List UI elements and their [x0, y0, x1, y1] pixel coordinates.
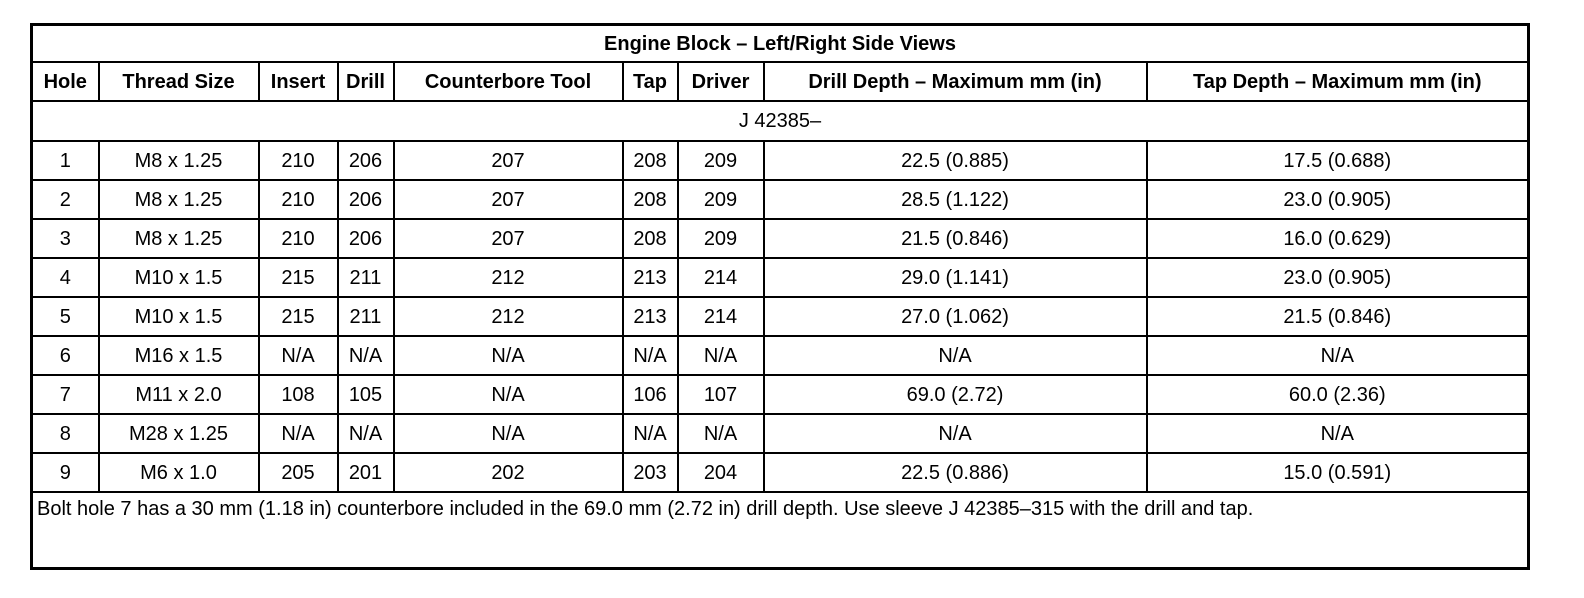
cell-driver: N/A [678, 336, 764, 375]
cell-driver: 107 [678, 375, 764, 414]
cell-tap: N/A [623, 414, 678, 453]
table-row [32, 414, 1529, 453]
cell-tap-depth: 23.0 (0.905) [1147, 258, 1529, 297]
cell-drill: 211 [338, 297, 394, 336]
note-row [32, 492, 1529, 569]
cell-drill-depth: 21.5 (0.846) [764, 219, 1147, 258]
cell-drill: N/A [338, 414, 394, 453]
table-body [32, 141, 1529, 492]
cell-hole: 2 [32, 180, 99, 219]
table-row [32, 258, 1529, 297]
cell-counterbore-tool: N/A [394, 375, 623, 414]
cell-tap: 208 [623, 141, 678, 180]
cell-counterbore-tool: 207 [394, 141, 623, 180]
column-header-drill-depth: Drill Depth – Maximum mm (in) [764, 62, 1147, 101]
cell-tap-depth: 23.0 (0.905) [1147, 180, 1529, 219]
column-header-driver: Driver [678, 62, 764, 101]
cell-driver: N/A [678, 414, 764, 453]
cell-driver: 209 [678, 180, 764, 219]
cell-thread-size: M6 x 1.0 [99, 453, 259, 492]
cell-drill-depth: 27.0 (1.062) [764, 297, 1147, 336]
cell-tap-depth: 17.5 (0.688) [1147, 141, 1529, 180]
cell-driver: 209 [678, 219, 764, 258]
cell-thread-size: M28 x 1.25 [99, 414, 259, 453]
column-header-counterbore-tool: Counterbore Tool [394, 62, 623, 101]
cell-drill-depth: N/A [764, 336, 1147, 375]
cell-thread-size: M8 x 1.25 [99, 180, 259, 219]
cell-thread-size: M8 x 1.25 [99, 141, 259, 180]
tool-prefix: J 42385– [32, 101, 1529, 141]
cell-hole: 4 [32, 258, 99, 297]
column-header-drill: Drill [338, 62, 394, 101]
column-header-tap-depth: Tap Depth – Maximum mm (in) [1147, 62, 1529, 101]
cell-insert: 215 [259, 297, 338, 336]
table-row [32, 219, 1529, 258]
cell-tap: N/A [623, 336, 678, 375]
cell-counterbore-tool: 207 [394, 180, 623, 219]
column-header-row [32, 62, 1529, 101]
cell-hole: 3 [32, 219, 99, 258]
column-header-thread-size: Thread Size [99, 62, 259, 101]
cell-counterbore-tool: 207 [394, 219, 623, 258]
cell-insert: 205 [259, 453, 338, 492]
cell-tap-depth: N/A [1147, 414, 1529, 453]
table-row [32, 375, 1529, 414]
table-title: Engine Block – Left/Right Side Views [32, 25, 1529, 63]
cell-thread-size: M8 x 1.25 [99, 219, 259, 258]
cell-tap-depth: 21.5 (0.846) [1147, 297, 1529, 336]
cell-thread-size: M10 x 1.5 [99, 297, 259, 336]
table-note: Bolt hole 7 has a 30 mm (1.18 in) counterbore included in the 69.0 mm (2.72 in) drill depth. Use sleeve J 42385–315 with the drill and tap. [32, 492, 1529, 569]
cell-drill: 206 [338, 141, 394, 180]
cell-tap: 213 [623, 258, 678, 297]
cell-driver: 209 [678, 141, 764, 180]
cell-insert: N/A [259, 336, 338, 375]
cell-drill-depth: N/A [764, 414, 1147, 453]
cell-tap-depth: 16.0 (0.629) [1147, 219, 1529, 258]
cell-drill-depth: 69.0 (2.72) [764, 375, 1147, 414]
column-header-hole: Hole [32, 62, 99, 101]
table-row [32, 180, 1529, 219]
cell-insert: N/A [259, 414, 338, 453]
cell-drill: 105 [338, 375, 394, 414]
cell-insert: 210 [259, 180, 338, 219]
cell-tap: 208 [623, 180, 678, 219]
cell-tap-depth: N/A [1147, 336, 1529, 375]
cell-drill-depth: 29.0 (1.141) [764, 258, 1147, 297]
cell-counterbore-tool: N/A [394, 336, 623, 375]
cell-insert: 210 [259, 219, 338, 258]
cell-drill: 201 [338, 453, 394, 492]
table-title-row [32, 25, 1529, 63]
cell-thread-size: M16 x 1.5 [99, 336, 259, 375]
cell-driver: 214 [678, 297, 764, 336]
cell-drill-depth: 22.5 (0.885) [764, 141, 1147, 180]
cell-hole: 5 [32, 297, 99, 336]
cell-drill-depth: 28.5 (1.122) [764, 180, 1147, 219]
cell-hole: 8 [32, 414, 99, 453]
cell-drill: 211 [338, 258, 394, 297]
cell-tap: 213 [623, 297, 678, 336]
table-row [32, 297, 1529, 336]
cell-drill: 206 [338, 219, 394, 258]
engine-block-spec-table [30, 23, 1530, 570]
cell-hole: 7 [32, 375, 99, 414]
cell-driver: 214 [678, 258, 764, 297]
cell-insert: 215 [259, 258, 338, 297]
cell-thread-size: M11 x 2.0 [99, 375, 259, 414]
table-row [32, 453, 1529, 492]
cell-insert: 210 [259, 141, 338, 180]
cell-hole: 1 [32, 141, 99, 180]
tool-prefix-row [32, 101, 1529, 141]
cell-drill-depth: 22.5 (0.886) [764, 453, 1147, 492]
table-row [32, 336, 1529, 375]
cell-counterbore-tool: 212 [394, 297, 623, 336]
column-header-insert: Insert [259, 62, 338, 101]
cell-driver: 204 [678, 453, 764, 492]
cell-hole: 6 [32, 336, 99, 375]
cell-hole: 9 [32, 453, 99, 492]
cell-thread-size: M10 x 1.5 [99, 258, 259, 297]
cell-counterbore-tool: 202 [394, 453, 623, 492]
cell-tap-depth: 60.0 (2.36) [1147, 375, 1529, 414]
cell-tap: 208 [623, 219, 678, 258]
cell-insert: 108 [259, 375, 338, 414]
cell-tap: 106 [623, 375, 678, 414]
cell-tap: 203 [623, 453, 678, 492]
cell-drill: 206 [338, 180, 394, 219]
column-header-tap: Tap [623, 62, 678, 101]
cell-counterbore-tool: 212 [394, 258, 623, 297]
table-row [32, 141, 1529, 180]
cell-tap-depth: 15.0 (0.591) [1147, 453, 1529, 492]
cell-counterbore-tool: N/A [394, 414, 623, 453]
cell-drill: N/A [338, 336, 394, 375]
